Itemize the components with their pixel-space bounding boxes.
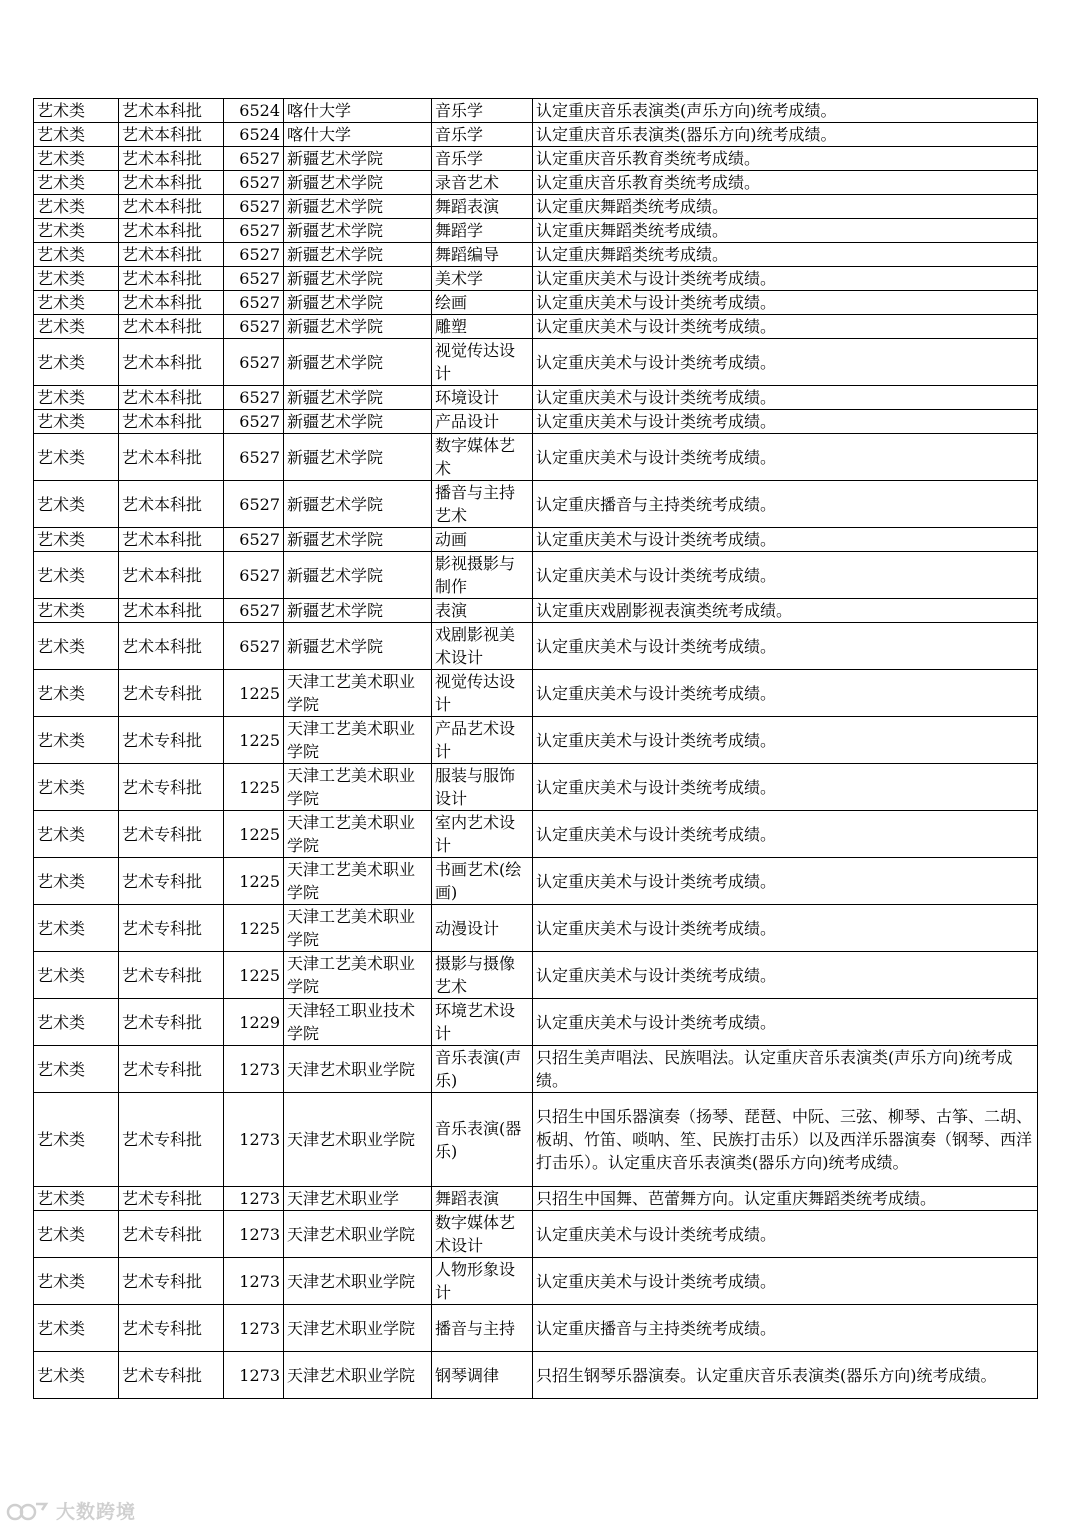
cell-school-code: 1273 [224, 1187, 284, 1211]
cell-school: 新疆艺术学院 [284, 147, 432, 171]
cell-major: 舞蹈表演 [432, 1187, 533, 1211]
cell-note: 认定重庆舞蹈类统考成绩。 [533, 195, 1038, 219]
cell-major: 影视摄影与制作 [432, 552, 533, 599]
cell-note: 认定重庆美术与设计类统考成绩。 [533, 291, 1038, 315]
cell-note: 认定重庆舞蹈类统考成绩。 [533, 219, 1038, 243]
cell-category: 艺术类 [34, 1305, 119, 1352]
cell-school: 天津艺术职业学院 [284, 1093, 432, 1187]
cell-note: 认定重庆美术与设计类统考成绩。 [533, 764, 1038, 811]
cell-major: 数字媒体艺术设计 [432, 1211, 533, 1258]
cell-major: 书画艺术(绘画) [432, 858, 533, 905]
watermark [6, 1490, 136, 1530]
cell-category: 艺术类 [34, 147, 119, 171]
table-row [34, 1258, 1038, 1305]
cell-category: 艺术类 [34, 999, 119, 1046]
cell-school-code: 1273 [224, 1305, 284, 1352]
cell-category: 艺术类 [34, 811, 119, 858]
table-row [34, 386, 1038, 410]
cell-major: 室内艺术设计 [432, 811, 533, 858]
cell-school-code: 6527 [224, 623, 284, 670]
cell-school: 新疆艺术学院 [284, 195, 432, 219]
cell-batch: 艺术本科批 [119, 528, 224, 552]
cell-batch: 艺术本科批 [119, 267, 224, 291]
cell-category: 艺术类 [34, 552, 119, 599]
cell-school-code: 6527 [224, 410, 284, 434]
cell-note: 只招生钢琴乐器演奏。认定重庆音乐表演类(器乐方向)统考成绩。 [533, 1352, 1038, 1399]
cell-major: 音乐学 [432, 147, 533, 171]
cell-school: 天津工艺美术职业学院 [284, 811, 432, 858]
cell-batch: 艺术本科批 [119, 291, 224, 315]
cell-major: 环境设计 [432, 386, 533, 410]
table-row [34, 434, 1038, 481]
cell-school-code: 1273 [224, 1211, 284, 1258]
cell-major: 舞蹈学 [432, 219, 533, 243]
cell-category: 艺术类 [34, 339, 119, 386]
cell-school-code: 6527 [224, 552, 284, 599]
cell-school-code: 6527 [224, 147, 284, 171]
cell-school: 天津艺术职业学院 [284, 1046, 432, 1093]
table-row [34, 99, 1038, 123]
cell-major: 钢琴调律 [432, 1352, 533, 1399]
cell-batch: 艺术专科批 [119, 858, 224, 905]
cell-note: 认定重庆音乐表演类(器乐方向)统考成绩。 [533, 123, 1038, 147]
cell-note: 认定重庆美术与设计类统考成绩。 [533, 1211, 1038, 1258]
cell-school-code: 6527 [224, 528, 284, 552]
cell-major: 动漫设计 [432, 905, 533, 952]
cell-batch: 艺术专科批 [119, 999, 224, 1046]
cell-note: 认定重庆播音与主持类统考成绩。 [533, 481, 1038, 528]
cell-school: 新疆艺术学院 [284, 528, 432, 552]
table-row [34, 147, 1038, 171]
cell-school: 新疆艺术学院 [284, 410, 432, 434]
cell-category: 艺术类 [34, 764, 119, 811]
cell-note: 认定重庆音乐表演类(声乐方向)统考成绩。 [533, 99, 1038, 123]
cell-school-code: 6527 [224, 171, 284, 195]
table-row [34, 481, 1038, 528]
table-row [34, 315, 1038, 339]
table-row [34, 999, 1038, 1046]
cell-category: 艺术类 [34, 315, 119, 339]
cell-note: 认定重庆美术与设计类统考成绩。 [533, 386, 1038, 410]
cell-major: 环境艺术设计 [432, 999, 533, 1046]
cell-note: 认定重庆戏剧影视表演类统考成绩。 [533, 599, 1038, 623]
cell-category: 艺术类 [34, 291, 119, 315]
cell-school-code: 6527 [224, 386, 284, 410]
cell-category: 艺术类 [34, 1258, 119, 1305]
cell-batch: 艺术专科批 [119, 905, 224, 952]
table-row [34, 243, 1038, 267]
cell-batch: 艺术本科批 [119, 171, 224, 195]
table-row [34, 291, 1038, 315]
cell-batch: 艺术本科批 [119, 410, 224, 434]
cell-category: 艺术类 [34, 195, 119, 219]
cell-major: 播音与主持艺术 [432, 481, 533, 528]
cell-major: 表演 [432, 599, 533, 623]
cell-category: 艺术类 [34, 858, 119, 905]
cell-major: 音乐表演(器乐) [432, 1093, 533, 1187]
cell-major: 录音艺术 [432, 171, 533, 195]
cell-category: 艺术类 [34, 1211, 119, 1258]
table-row [34, 1093, 1038, 1187]
cell-school-code: 6527 [224, 339, 284, 386]
cell-batch: 艺术专科批 [119, 952, 224, 999]
cell-school-code: 1225 [224, 858, 284, 905]
cell-school-code: 6527 [224, 315, 284, 339]
cell-batch: 艺术本科批 [119, 339, 224, 386]
cell-school: 天津艺术职业学 [284, 1187, 432, 1211]
cell-note: 认定重庆美术与设计类统考成绩。 [533, 717, 1038, 764]
cell-major: 摄影与摄像艺术 [432, 952, 533, 999]
cell-batch: 艺术本科批 [119, 599, 224, 623]
cell-major: 人物形象设计 [432, 1258, 533, 1305]
cell-note: 认定重庆播音与主持类统考成绩。 [533, 1305, 1038, 1352]
cell-category: 艺术类 [34, 1187, 119, 1211]
cell-category: 艺术类 [34, 1046, 119, 1093]
cell-batch: 艺术本科批 [119, 195, 224, 219]
cell-school-code: 6527 [224, 599, 284, 623]
cell-school: 新疆艺术学院 [284, 291, 432, 315]
cell-school-code: 1225 [224, 905, 284, 952]
cell-school-code: 1225 [224, 952, 284, 999]
cell-school-code: 6527 [224, 243, 284, 267]
table-row [34, 410, 1038, 434]
cell-batch: 艺术本科批 [119, 552, 224, 599]
cell-school-code: 6527 [224, 219, 284, 243]
table-row [34, 123, 1038, 147]
table-row [34, 905, 1038, 952]
cell-note: 认定重庆美术与设计类统考成绩。 [533, 315, 1038, 339]
cell-category: 艺术类 [34, 717, 119, 764]
cell-school-code: 6527 [224, 291, 284, 315]
cell-school: 新疆艺术学院 [284, 552, 432, 599]
cell-major: 绘画 [432, 291, 533, 315]
cell-batch: 艺术专科批 [119, 1258, 224, 1305]
table-row [34, 623, 1038, 670]
cell-note: 认定重庆美术与设计类统考成绩。 [533, 623, 1038, 670]
cell-school: 天津工艺美术职业学院 [284, 905, 432, 952]
cell-batch: 艺术专科批 [119, 764, 224, 811]
table-row [34, 599, 1038, 623]
cell-category: 艺术类 [34, 123, 119, 147]
cell-note: 认定重庆美术与设计类统考成绩。 [533, 811, 1038, 858]
cell-batch: 艺术本科批 [119, 147, 224, 171]
table-row [34, 952, 1038, 999]
cell-major: 美术学 [432, 267, 533, 291]
cell-major: 舞蹈表演 [432, 195, 533, 219]
cell-batch: 艺术本科批 [119, 243, 224, 267]
cell-school: 天津艺术职业学院 [284, 1305, 432, 1352]
cell-batch: 艺术专科批 [119, 717, 224, 764]
cell-school-code: 1229 [224, 999, 284, 1046]
cell-school-code: 1273 [224, 1046, 284, 1093]
cell-note: 只招生中国舞、芭蕾舞方向。认定重庆舞蹈类统考成绩。 [533, 1187, 1038, 1211]
table-row [34, 528, 1038, 552]
cell-note: 认定重庆美术与设计类统考成绩。 [533, 670, 1038, 717]
cell-batch: 艺术专科批 [119, 1046, 224, 1093]
cell-batch: 艺术本科批 [119, 623, 224, 670]
cell-school-code: 1225 [224, 717, 284, 764]
table-row [34, 1187, 1038, 1211]
cell-note: 认定重庆美术与设计类统考成绩。 [533, 952, 1038, 999]
table-row [34, 717, 1038, 764]
cell-school-code: 1273 [224, 1352, 284, 1399]
cell-note: 认定重庆美术与设计类统考成绩。 [533, 410, 1038, 434]
cell-note: 认定重庆美术与设计类统考成绩。 [533, 267, 1038, 291]
table-row [34, 764, 1038, 811]
table-row [34, 1305, 1038, 1352]
table-row [34, 1211, 1038, 1258]
cell-note: 认定重庆音乐教育类统考成绩。 [533, 171, 1038, 195]
cell-batch: 艺术本科批 [119, 123, 224, 147]
cell-batch: 艺术专科批 [119, 670, 224, 717]
cell-school: 新疆艺术学院 [284, 315, 432, 339]
cell-category: 艺术类 [34, 219, 119, 243]
cell-major: 视觉传达设计 [432, 670, 533, 717]
table-row [34, 1046, 1038, 1093]
admissions-table [33, 98, 1038, 1399]
cell-category: 艺术类 [34, 1352, 119, 1399]
cell-school-code: 1225 [224, 764, 284, 811]
cell-category: 艺术类 [34, 623, 119, 670]
cell-category: 艺术类 [34, 243, 119, 267]
cell-batch: 艺术本科批 [119, 434, 224, 481]
cell-school-code: 1225 [224, 811, 284, 858]
cell-major: 产品设计 [432, 410, 533, 434]
cell-school-code: 6524 [224, 123, 284, 147]
cell-batch: 艺术专科批 [119, 1211, 224, 1258]
cell-batch: 艺术专科批 [119, 1093, 224, 1187]
table-row [34, 1352, 1038, 1399]
cell-school-code: 6527 [224, 434, 284, 481]
cell-batch: 艺术本科批 [119, 481, 224, 528]
cell-note: 认定重庆美术与设计类统考成绩。 [533, 528, 1038, 552]
cell-category: 艺术类 [34, 670, 119, 717]
cell-category: 艺术类 [34, 481, 119, 528]
cell-school: 新疆艺术学院 [284, 171, 432, 195]
cell-note: 认定重庆美术与设计类统考成绩。 [533, 339, 1038, 386]
cell-category: 艺术类 [34, 434, 119, 481]
cell-school: 天津工艺美术职业学院 [284, 858, 432, 905]
cell-category: 艺术类 [34, 386, 119, 410]
cell-category: 艺术类 [34, 528, 119, 552]
cell-major: 音乐学 [432, 123, 533, 147]
cell-batch: 艺术专科批 [119, 1305, 224, 1352]
cell-major: 音乐表演(声乐) [432, 1046, 533, 1093]
cell-category: 艺术类 [34, 267, 119, 291]
cell-school-code: 1273 [224, 1093, 284, 1187]
cell-category: 艺术类 [34, 1093, 119, 1187]
cell-major: 产品艺术设计 [432, 717, 533, 764]
cell-school: 新疆艺术学院 [284, 481, 432, 528]
cell-category: 艺术类 [34, 171, 119, 195]
cell-major: 播音与主持 [432, 1305, 533, 1352]
table-row [34, 195, 1038, 219]
cell-note: 认定重庆美术与设计类统考成绩。 [533, 552, 1038, 599]
table-row [34, 811, 1038, 858]
cell-major: 舞蹈编导 [432, 243, 533, 267]
cell-batch: 艺术本科批 [119, 219, 224, 243]
table-row [34, 339, 1038, 386]
cell-note: 认定重庆舞蹈类统考成绩。 [533, 243, 1038, 267]
cell-school: 天津工艺美术职业学院 [284, 952, 432, 999]
watermark-text: 大数跨境 [56, 1500, 137, 1523]
cell-school: 新疆艺术学院 [284, 219, 432, 243]
cell-category: 艺术类 [34, 599, 119, 623]
cell-school: 新疆艺术学院 [284, 339, 432, 386]
cell-school: 天津工艺美术职业学院 [284, 670, 432, 717]
cell-batch: 艺术本科批 [119, 315, 224, 339]
cell-school-code: 1225 [224, 670, 284, 717]
cell-major: 服装与服饰设计 [432, 764, 533, 811]
cell-school: 新疆艺术学院 [284, 599, 432, 623]
cell-school: 喀什大学 [284, 123, 432, 147]
table-row [34, 552, 1038, 599]
cell-school-code: 6524 [224, 99, 284, 123]
cell-school: 天津艺术职业学院 [284, 1211, 432, 1258]
cell-school: 新疆艺术学院 [284, 243, 432, 267]
cell-batch: 艺术本科批 [119, 386, 224, 410]
cell-batch: 艺术专科批 [119, 1352, 224, 1399]
cell-category: 艺术类 [34, 905, 119, 952]
cell-note: 只招生美声唱法、民族唱法。认定重庆音乐表演类(声乐方向)统考成绩。 [533, 1046, 1038, 1093]
cell-school: 天津工艺美术职业学院 [284, 764, 432, 811]
cell-category: 艺术类 [34, 410, 119, 434]
cell-note: 认定重庆美术与设计类统考成绩。 [533, 1258, 1038, 1305]
cell-school-code: 1273 [224, 1258, 284, 1305]
cell-school: 天津工艺美术职业学院 [284, 717, 432, 764]
cell-school: 新疆艺术学院 [284, 623, 432, 670]
cell-note: 认定重庆美术与设计类统考成绩。 [533, 434, 1038, 481]
cell-major: 动画 [432, 528, 533, 552]
table-body [34, 99, 1038, 1399]
cell-school-code: 6527 [224, 481, 284, 528]
cell-school: 天津艺术职业学院 [284, 1352, 432, 1399]
table-row [34, 171, 1038, 195]
cell-major: 音乐学 [432, 99, 533, 123]
cell-note: 认定重庆美术与设计类统考成绩。 [533, 858, 1038, 905]
table-row [34, 670, 1038, 717]
table-row [34, 219, 1038, 243]
logo-icon [6, 1498, 50, 1522]
cell-major: 戏剧影视美术设计 [432, 623, 533, 670]
cell-school: 天津艺术职业学院 [284, 1258, 432, 1305]
cell-note: 认定重庆美术与设计类统考成绩。 [533, 905, 1038, 952]
cell-major: 雕塑 [432, 315, 533, 339]
cell-category: 艺术类 [34, 99, 119, 123]
cell-batch: 艺术专科批 [119, 811, 224, 858]
table-row [34, 267, 1038, 291]
cell-school-code: 6527 [224, 195, 284, 219]
cell-school-code: 6527 [224, 267, 284, 291]
cell-school: 新疆艺术学院 [284, 434, 432, 481]
cell-major: 视觉传达设计 [432, 339, 533, 386]
cell-school: 天津轻工职业技术学院 [284, 999, 432, 1046]
cell-note: 只招生中国乐器演奏（扬琴、琵琶、中阮、三弦、柳琴、古筝、二胡、板胡、竹笛、唢呐、笙、民族打击乐）以及西洋乐器演奏（钢琴、西洋打击乐）。认定重庆音乐表演类(器乐方向)统考成绩。 [533, 1093, 1038, 1187]
cell-note: 认定重庆美术与设计类统考成绩。 [533, 999, 1038, 1046]
table-row [34, 858, 1038, 905]
cell-major: 数字媒体艺术 [432, 434, 533, 481]
cell-category: 艺术类 [34, 952, 119, 999]
cell-school: 新疆艺术学院 [284, 386, 432, 410]
cell-school: 喀什大学 [284, 99, 432, 123]
cell-note: 认定重庆音乐教育类统考成绩。 [533, 147, 1038, 171]
cell-batch: 艺术本科批 [119, 99, 224, 123]
cell-school: 新疆艺术学院 [284, 267, 432, 291]
cell-batch: 艺术专科批 [119, 1187, 224, 1211]
